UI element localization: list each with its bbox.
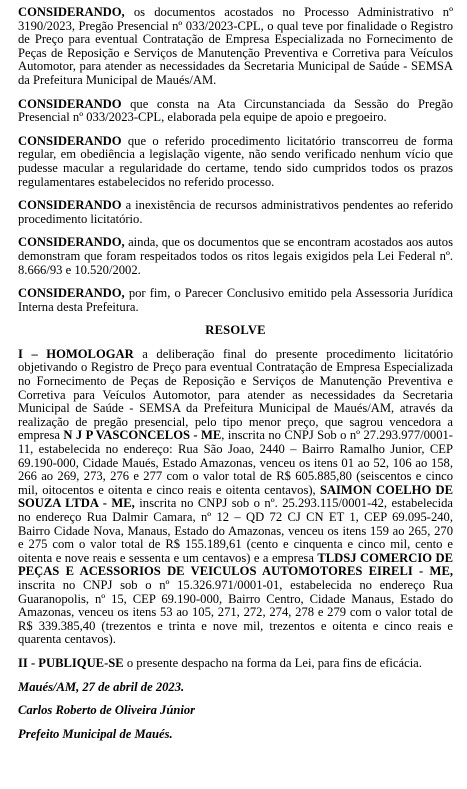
considerando-lead: CONSIDERANDO, (18, 235, 125, 250)
signature-place-date: Maués/AM, 27 de abril de 2023. (18, 679, 185, 694)
considerando-paragraph-1 (18, 6, 453, 88)
publique-text: o presente despacho na forma da Lei, para fins de eficácia. (123, 655, 422, 670)
publique-lead: II - PUBLIQUE-SE (18, 655, 124, 670)
homologar-text-1: a deliberação final do presente procedimento licitatório objetivando o Registro de Preço para eventual Contratação de Empresa Especializada no Fornecimento de Peças de Reposição e Serviços de Manutenção Preventiva e Corretiva para Veículos Automotor, para atender as necessidades da Secretaria Municipal de Saúde - SEMSA da Prefeitura Municipal de Maués/AM, através da realização de pregão presencial, pelo tipo menor preço, que sagrou vencedora a empresa (18, 346, 453, 443)
considerando-text: por fim, o Parecer Conclusivo emitido pela Assessoria Jurídica Interna desta Prefeitura. (18, 286, 453, 314)
company-name-2: SAIMON COELHO DE SOUZA LTDA - ME, (18, 482, 453, 511)
publique-paragraph (18, 657, 453, 671)
considerando-lead: CONSIDERANDO (18, 198, 122, 213)
considerando-text: ainda, que os documentos que se encontram acostados aos autos demonstram que foram respeitados todos os ritos legais exigidos pela Lei Federal nº. 8.666/93 e 10.520/2002. (18, 235, 453, 277)
signature-role: Prefeito Municipal de Maués. (18, 726, 173, 741)
considerando-text: que consta na Ata Circunstanciada da Sessão do Pregão Presencial nº 033/2023-CPL, elaborada pela equipe de apoio e pregoeiro. (18, 96, 453, 125)
considerando-text: a inexistência de recursos administrativos pendentes ao referido procedimento licitatório. (18, 198, 453, 226)
company-name-1: N J P VASCONCELOS - ME (63, 428, 222, 443)
considerando-paragraph-2 (18, 98, 453, 125)
considerando-lead: CONSIDERANDO (18, 96, 122, 111)
considerando-paragraph-6 (18, 287, 453, 314)
homologar-paragraph (18, 348, 453, 647)
considerando-lead: CONSIDERANDO (18, 133, 122, 148)
resolve-heading: RESOLVE (205, 323, 266, 338)
homologar-text-2: , inscrita no CNPJ Sob o nº 27.293.977/0001-11, estabelecida no endereço: Rua São Joao, 2440 – Bairro Ramalho Junior, CEP 69.190-000, Cidade Maués, Estado Amazonas, venceu os itens 01 ao 52, 106 ao 158, 266 ao 269, 273, 276 e 277 com o valor total de R$ 605.885,80 (seiscentos e cinco mil, oitocentos e oitenta e cinco reais e oitenta centavos), (18, 428, 453, 497)
considerando-lead: CONSIDERANDO, (18, 5, 125, 19)
homologar-text-4: inscrita no CNPJ sob o nº 15.326.971/0001-01, estabelecida no endereço Rua Guaranopolis, nº 15, CEP 69.190-000, Bairro Centro, Cidade Manaus, Estado do Amazonas, venceu os itens 53 ao 105, 271, 272, 274, 278 e 279 com o valor total de R$ 339.385,40 (trezentos e trinta e nove mil, trezentos e oitenta e cinco reais e quarenta centavos). (18, 577, 453, 647)
considerando-paragraph-3 (18, 135, 453, 189)
homologar-lead: I – HOMOLOGAR (18, 346, 134, 361)
considerando-paragraph-5 (18, 236, 453, 277)
signature-name: Carlos Roberto de Oliveira Júnior (18, 703, 196, 718)
company-name-3: TLDSJ COMERCIO DE PEÇAS E ACESSORIOS DE VEICULOS AUTOMOTORES EIRELI - ME, (18, 550, 453, 579)
considerando-lead: CONSIDERANDO, (18, 286, 125, 301)
considerando-text: que o referido procedimento licitatório transcorreu de forma regular, em obediência a legislação vigente, não sendo verificado nenhum vício que pudesse macular a regularidade do certame, tendo sido cumpridos todos os prazos regulamentares estabelecidos no referido processo. (18, 133, 453, 189)
considerando-paragraph-4 (18, 199, 453, 226)
considerando-text: os documentos acostados no Processo Administrativo nº 3190/2023, Pregão Presencial nº 033/2023-CPL, o qual teve por finalidade o Registro de Preço para eventual Contratação de Empresa Especializada no Fornecimento de Peças de Reposição e Serviços de Manutenção Preventiva e Corretiva para Veículos Automotor, para atender as necessidades da Secretaria Municipal de Saúde - SEMSA da Prefeitura Municipal de Maués/AM. (18, 5, 453, 87)
homologar-text-3: inscrita no CNPJ sob o nº. 25.293.115/0001-42, estabelecida no endereço Rua Dalmir Camara, nº 12 – QD 72 CJ CN ET 1, CEP 69.095-240, Bairro Cidade Nova, Manaus, Estado do Amazonas, venceu os itens 159 ao 265, 270 e 275 com o valor total de R$ 155.189,61 (cento e cinquenta e cinco mil, cento e oitenta e nove reais e sessenta e um centavos) e a empresa (18, 496, 454, 565)
